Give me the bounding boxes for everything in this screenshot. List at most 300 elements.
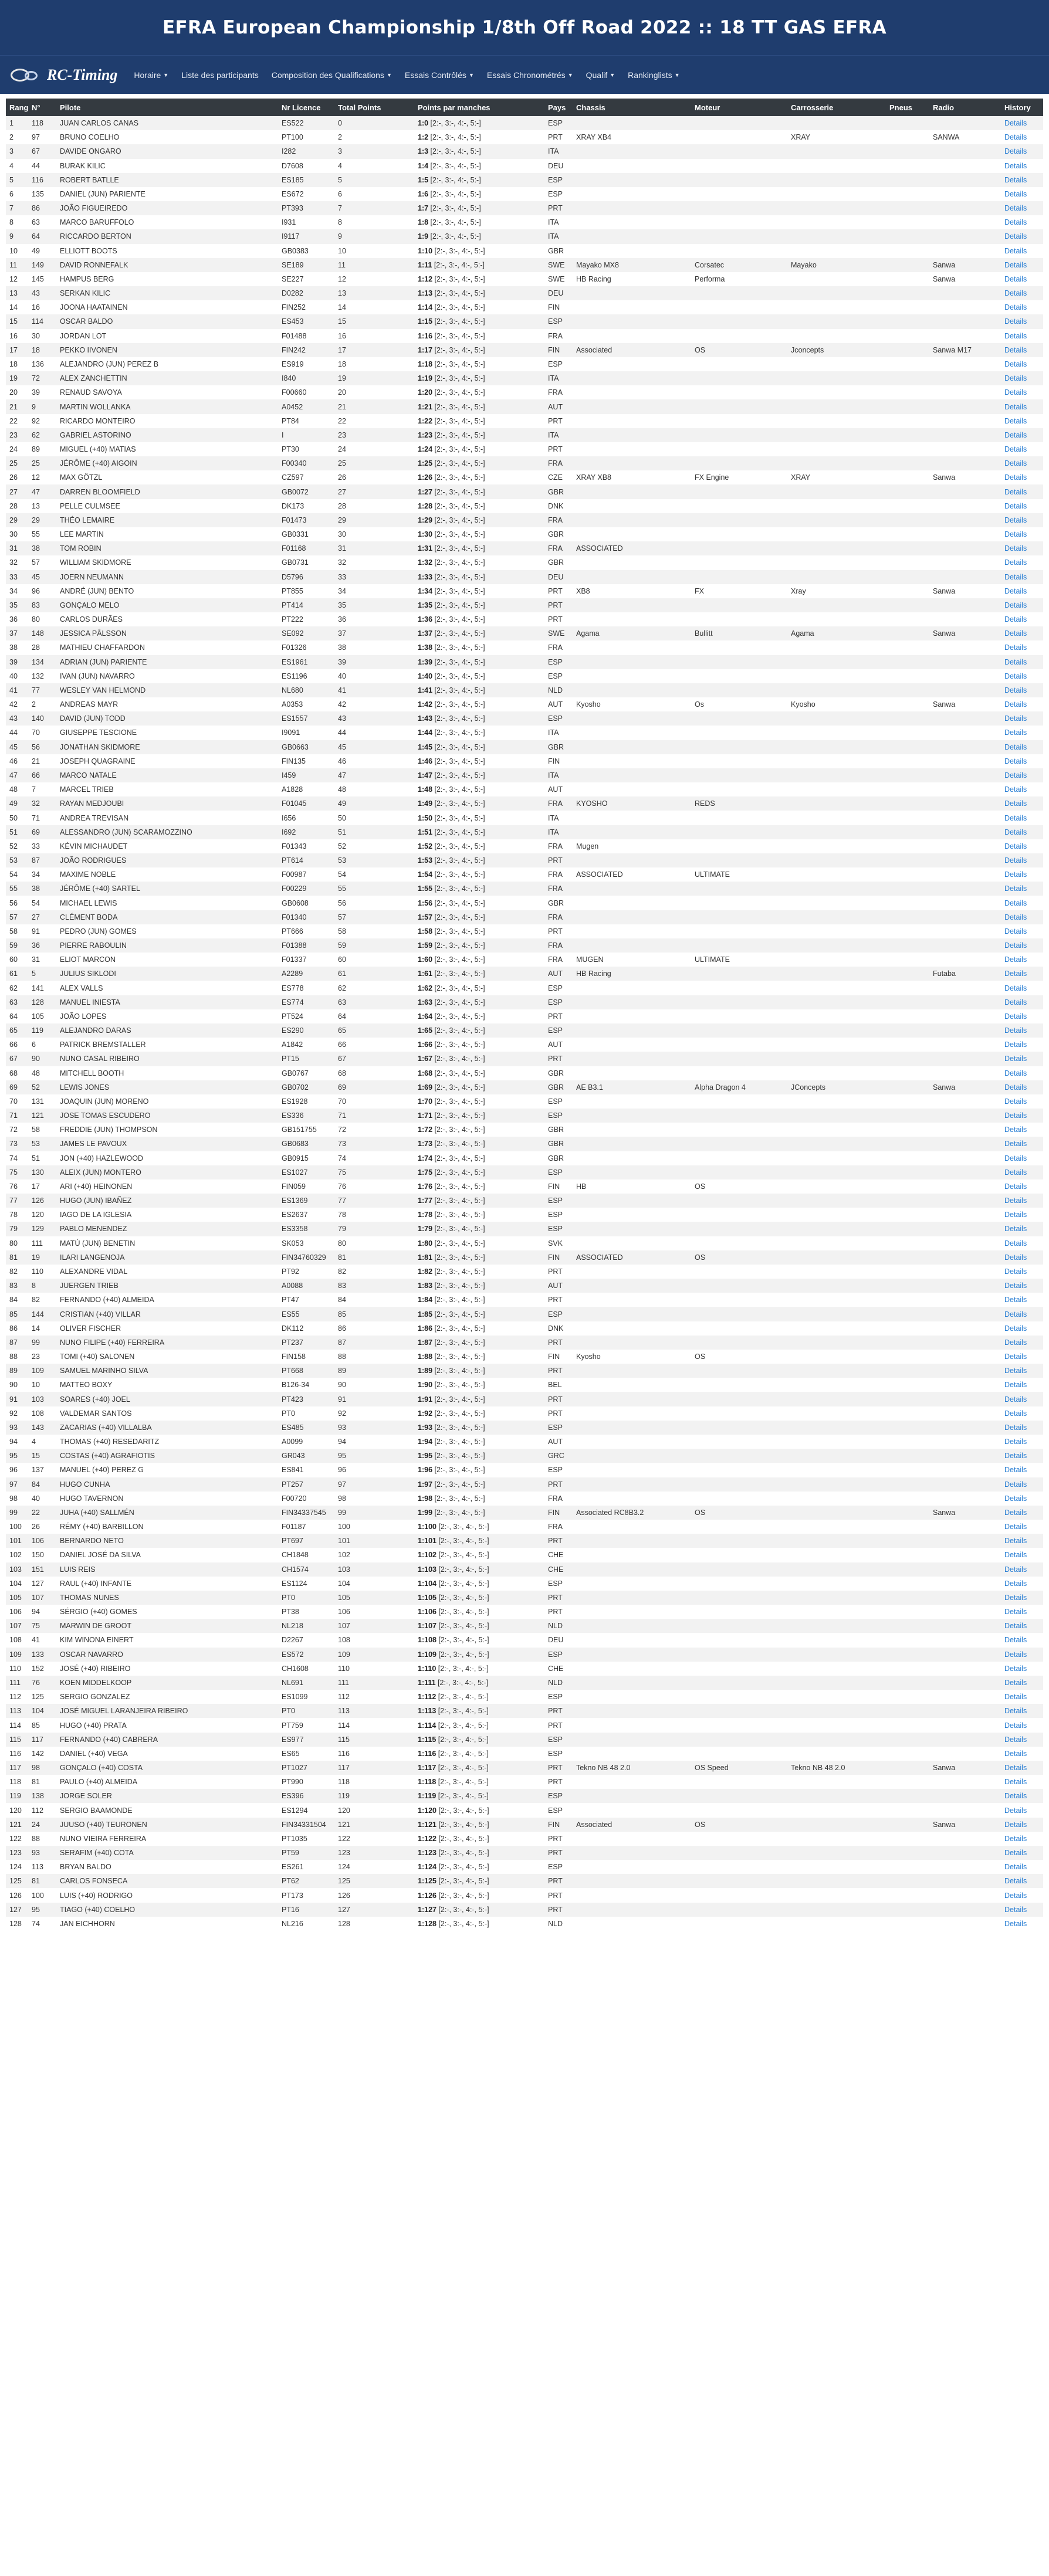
radio-cell <box>929 867 1001 882</box>
driver-cell: PELLE CULMSEE <box>60 501 120 510</box>
licence-cell: ES55 <box>282 1310 300 1318</box>
details-link[interactable]: Details <box>1004 1097 1027 1106</box>
details-link[interactable]: Details <box>1004 1693 1027 1701</box>
table-row <box>6 1023 1043 1038</box>
licence-cell: PT100 <box>282 133 303 142</box>
body-cell <box>787 1846 886 1860</box>
driver-cell: ILARI LANGENOJA <box>60 1253 125 1262</box>
engine-cell <box>691 882 787 896</box>
details-link[interactable]: Details <box>1004 1225 1027 1233</box>
driver-cell: JAMES LE PAVOUX <box>60 1140 127 1148</box>
body-cell <box>787 1151 886 1165</box>
details-link[interactable]: Details <box>1004 913 1027 921</box>
radio-cell <box>929 1548 1001 1562</box>
details-link[interactable]: Details <box>1004 728 1027 737</box>
details-link[interactable]: Details <box>1004 1140 1027 1148</box>
details-link[interactable]: Details <box>1004 1282 1027 1290</box>
details-link[interactable]: Details <box>1004 1834 1027 1843</box>
driver-cell: PEDRO (JUN) GOMES <box>60 927 137 936</box>
bib-cell: 91 <box>32 927 40 936</box>
details-link[interactable]: Details <box>1004 1608 1027 1616</box>
details-link[interactable]: Details <box>1004 828 1027 836</box>
details-link[interactable]: Details <box>1004 1523 1027 1531</box>
rank-cell: 67 <box>9 1055 18 1063</box>
details-link[interactable]: Details <box>1004 1707 1027 1716</box>
rc-timing-logo[interactable] <box>9 66 117 84</box>
rank-cell: 75 <box>9 1168 18 1177</box>
details-link[interactable]: Details <box>1004 842 1027 850</box>
total-points-cell: 119 <box>338 1792 350 1801</box>
driver-cell: RICCARDO BERTON <box>60 232 131 241</box>
manche-1-score: 1:34 <box>418 587 433 595</box>
table-row <box>6 1591 1043 1605</box>
table-row <box>6 1562 1043 1577</box>
details-link[interactable]: Details <box>1004 757 1027 765</box>
country-cell: ITA <box>548 771 559 779</box>
country-cell: AUT <box>548 402 563 411</box>
rank-cell: 76 <box>9 1182 18 1191</box>
chassis-cell <box>573 1619 691 1633</box>
country-cell: PRT <box>548 1707 563 1716</box>
details-link[interactable]: Details <box>1004 1409 1027 1418</box>
details-link[interactable]: Details <box>1004 743 1027 751</box>
country-cell: ITA <box>548 147 559 156</box>
details-link[interactable]: Details <box>1004 260 1027 269</box>
body-cell <box>787 1364 886 1378</box>
licence-cell: PT38 <box>282 1608 299 1616</box>
manche-1-score: 1:84 <box>418 1296 433 1304</box>
rank-cell: 19 <box>9 374 18 383</box>
rank-cell: 74 <box>9 1154 18 1162</box>
engine-cell <box>691 442 787 456</box>
licence-cell: ES1928 <box>282 1097 308 1106</box>
details-link[interactable]: Details <box>1004 232 1027 241</box>
details-link[interactable]: Details <box>1004 1650 1027 1659</box>
details-link[interactable]: Details <box>1004 884 1027 893</box>
nav-item-4[interactable] <box>487 70 573 80</box>
details-link[interactable]: Details <box>1004 1126 1027 1134</box>
details-link[interactable]: Details <box>1004 657 1027 666</box>
details-link[interactable]: Details <box>1004 1579 1027 1588</box>
total-points-cell: 70 <box>338 1097 346 1106</box>
tyres-cell <box>886 329 929 343</box>
engine-cell <box>691 938 787 953</box>
licence-cell: ES396 <box>282 1792 304 1801</box>
tyres-cell <box>886 1690 929 1704</box>
details-link[interactable]: Details <box>1004 629 1027 638</box>
details-link[interactable]: Details <box>1004 1678 1027 1687</box>
body-cell <box>787 1066 886 1080</box>
body-cell: Kyosho <box>791 700 815 709</box>
driver-cell: PEKKO IIVONEN <box>60 345 117 354</box>
details-link[interactable]: Details <box>1004 1154 1027 1162</box>
details-link[interactable]: Details <box>1004 402 1027 411</box>
total-points-cell: 22 <box>338 416 346 425</box>
manche-1-score: 1:120 <box>418 1806 436 1815</box>
details-link[interactable]: Details <box>1004 246 1027 255</box>
total-points-cell: 8 <box>338 218 342 227</box>
details-link[interactable]: Details <box>1004 1764 1027 1772</box>
details-link[interactable]: Details <box>1004 771 1027 779</box>
details-link[interactable]: Details <box>1004 516 1027 524</box>
body-cell <box>787 1562 886 1577</box>
manche-1-score: 1:20 <box>418 388 433 397</box>
details-link[interactable]: Details <box>1004 1480 1027 1489</box>
engine-cell <box>691 1265 787 1279</box>
details-link[interactable]: Details <box>1004 1438 1027 1446</box>
details-link[interactable]: Details <box>1004 1863 1027 1872</box>
details-link[interactable]: Details <box>1004 1239 1027 1248</box>
manches-cell <box>414 1364 544 1378</box>
details-link[interactable]: Details <box>1004 1792 1027 1801</box>
bib-cell: 52 <box>32 1083 40 1092</box>
details-link[interactable]: Details <box>1004 686 1027 694</box>
details-link[interactable]: Details <box>1004 1735 1027 1744</box>
manches-cell <box>414 740 544 754</box>
details-link[interactable]: Details <box>1004 1353 1027 1361</box>
bib-cell: 131 <box>32 1097 44 1106</box>
rank-cell: 10 <box>9 246 18 255</box>
radio-cell <box>929 1336 1001 1350</box>
nav-item-5[interactable] <box>586 70 615 80</box>
engine-cell <box>691 1534 787 1548</box>
details-link[interactable]: Details <box>1004 303 1027 312</box>
table-row <box>6 258 1043 272</box>
details-link[interactable]: Details <box>1004 218 1027 227</box>
rank-cell: 53 <box>9 856 18 865</box>
country-cell: FRA <box>548 516 563 524</box>
engine-cell <box>691 399 787 413</box>
details-link[interactable]: Details <box>1004 360 1027 368</box>
bib-cell: 152 <box>32 1664 44 1673</box>
driver-cell: MATTEO BOXY <box>60 1381 113 1389</box>
body-cell <box>787 953 886 967</box>
tyres-cell <box>886 1832 929 1846</box>
details-link[interactable]: Details <box>1004 1820 1027 1829</box>
details-link[interactable]: Details <box>1004 1877 1027 1886</box>
driver-cell: FREDDIE (JUN) THOMPSON <box>60 1126 158 1134</box>
details-link[interactable]: Details <box>1004 814 1027 822</box>
manches-cell <box>414 938 544 953</box>
details-link[interactable]: Details <box>1004 374 1027 383</box>
total-points-cell: 28 <box>338 501 346 510</box>
details-link[interactable]: Details <box>1004 1423 1027 1432</box>
radio-cell <box>929 1676 1001 1690</box>
details-link[interactable]: Details <box>1004 345 1027 354</box>
total-points-cell: 9 <box>338 232 342 241</box>
total-points-cell: 2 <box>338 133 342 142</box>
licence-cell: A0099 <box>282 1438 303 1446</box>
licence-cell: GB0731 <box>282 558 309 567</box>
details-link[interactable]: Details <box>1004 175 1027 184</box>
details-link[interactable]: Details <box>1004 927 1027 936</box>
details-link[interactable]: Details <box>1004 1182 1027 1191</box>
nav-item-6[interactable] <box>628 70 679 80</box>
body-cell <box>787 669 886 683</box>
manches-cell <box>414 782 544 796</box>
manches-cell <box>414 1406 544 1421</box>
chassis-cell <box>573 1591 691 1605</box>
details-link[interactable]: Details <box>1004 501 1027 510</box>
driver-cell: GONÇALO (+40) COSTA <box>60 1764 143 1772</box>
bib-cell: 97 <box>32 133 40 142</box>
details-link[interactable]: Details <box>1004 147 1027 156</box>
details-link[interactable]: Details <box>1004 572 1027 581</box>
details-link[interactable]: Details <box>1004 615 1027 624</box>
details-link[interactable]: Details <box>1004 445 1027 454</box>
details-link[interactable]: Details <box>1004 1905 1027 1914</box>
licence-cell: PT524 <box>282 1012 303 1021</box>
details-link[interactable]: Details <box>1004 1452 1027 1460</box>
details-link[interactable]: Details <box>1004 1593 1027 1602</box>
radio-cell <box>929 1562 1001 1577</box>
radio-cell <box>929 896 1001 910</box>
driver-cell: DAVIDE ONGARO <box>60 147 121 156</box>
details-link[interactable]: Details <box>1004 1253 1027 1262</box>
details-link[interactable]: Details <box>1004 984 1027 992</box>
details-link[interactable]: Details <box>1004 601 1027 609</box>
manches-cell <box>414 144 544 158</box>
tyres-cell <box>886 1179 929 1194</box>
manches-cell <box>414 811 544 825</box>
details-link[interactable]: Details <box>1004 1211 1027 1219</box>
details-link[interactable]: Details <box>1004 1919 1027 1928</box>
bib-cell: 38 <box>32 884 40 893</box>
driver-cell: JULIUS SIKLODI <box>60 970 116 978</box>
chassis-cell <box>573 1421 691 1435</box>
details-link[interactable]: Details <box>1004 1168 1027 1177</box>
total-points-cell: 17 <box>338 345 346 354</box>
engine-cell <box>691 995 787 1009</box>
details-link[interactable]: Details <box>1004 998 1027 1006</box>
details-link[interactable]: Details <box>1004 544 1027 553</box>
manche-1-score: 1:123 <box>418 1849 436 1858</box>
rank-cell: 126 <box>9 1891 22 1900</box>
details-link[interactable]: Details <box>1004 416 1027 425</box>
details-link[interactable]: Details <box>1004 955 1027 964</box>
details-link[interactable]: Details <box>1004 289 1027 298</box>
country-cell: ESP <box>548 1579 563 1588</box>
details-link[interactable]: Details <box>1004 1012 1027 1021</box>
details-link[interactable]: Details <box>1004 1466 1027 1475</box>
tyres-cell <box>886 541 929 555</box>
body-cell <box>787 1463 886 1477</box>
other-manches: [2:-, 3:-, 4:-, 5:-] <box>432 1338 485 1347</box>
country-cell: FIN <box>548 345 560 354</box>
country-cell: ITA <box>548 232 559 241</box>
chassis-cell: Kyosho <box>576 1353 601 1361</box>
table-row <box>6 697 1043 711</box>
details-link[interactable]: Details <box>1004 161 1027 170</box>
details-link[interactable]: Details <box>1004 189 1027 198</box>
details-link[interactable]: Details <box>1004 274 1027 283</box>
country-cell: FRA <box>548 1523 563 1531</box>
other-manches: [2:-, 3:-, 4:-, 5:-] <box>432 1239 485 1248</box>
details-link[interactable]: Details <box>1004 1537 1027 1545</box>
details-link[interactable]: Details <box>1004 487 1027 496</box>
details-link[interactable]: Details <box>1004 558 1027 567</box>
caret-down-icon: ▼ <box>386 72 392 78</box>
manches-cell <box>414 867 544 882</box>
bib-cell: 112 <box>32 1806 43 1815</box>
body-cell <box>787 1165 886 1179</box>
other-manches: [2:-, 3:-, 4:-, 5:-] <box>432 289 485 298</box>
details-link[interactable]: Details <box>1004 856 1027 865</box>
body-cell <box>787 754 886 768</box>
details-link[interactable]: Details <box>1004 799 1027 808</box>
bib-cell: 145 <box>32 274 44 283</box>
table-row <box>6 555 1043 570</box>
details-link[interactable]: Details <box>1004 587 1027 595</box>
details-link[interactable]: Details <box>1004 473 1027 482</box>
manches-cell <box>414 1208 544 1222</box>
details-link[interactable]: Details <box>1004 1083 1027 1092</box>
tyres-cell <box>886 1364 929 1378</box>
country-cell: ESP <box>548 1749 563 1758</box>
manche-1-score: 1:48 <box>418 785 433 794</box>
engine-cell <box>691 981 787 995</box>
details-link[interactable]: Details <box>1004 870 1027 879</box>
table-row <box>6 981 1043 995</box>
details-link[interactable]: Details <box>1004 1111 1027 1120</box>
details-link[interactable]: Details <box>1004 1395 1027 1404</box>
details-link[interactable]: Details <box>1004 431 1027 439</box>
total-points-cell: 71 <box>338 1111 346 1120</box>
details-link[interactable]: Details <box>1004 1778 1027 1787</box>
total-points-cell: 59 <box>338 941 346 950</box>
details-link[interactable]: Details <box>1004 459 1027 468</box>
engine-cell <box>691 371 787 385</box>
caret-down-icon: ▼ <box>674 72 680 78</box>
details-link[interactable]: Details <box>1004 700 1027 709</box>
radio-cell: Futaba <box>933 970 956 978</box>
details-link[interactable]: Details <box>1004 530 1027 539</box>
chassis-cell <box>573 754 691 768</box>
total-points-cell: 18 <box>338 360 346 368</box>
radio-cell <box>929 1775 1001 1789</box>
details-link[interactable]: Details <box>1004 1664 1027 1673</box>
details-link[interactable]: Details <box>1004 1494 1027 1503</box>
manches-cell <box>414 527 544 541</box>
details-link[interactable]: Details <box>1004 1636 1027 1645</box>
details-link[interactable]: Details <box>1004 970 1027 978</box>
details-link[interactable]: Details <box>1004 714 1027 723</box>
licence-cell: I840 <box>282 374 296 383</box>
radio-cell <box>929 796 1001 811</box>
body-cell: XRAY <box>791 133 811 142</box>
details-link[interactable]: Details <box>1004 1026 1027 1035</box>
details-link[interactable]: Details <box>1004 1069 1027 1077</box>
details-link[interactable]: Details <box>1004 643 1027 652</box>
rank-cell: 56 <box>9 899 18 907</box>
licence-cell: ES1557 <box>282 714 308 723</box>
engine-cell <box>691 1903 787 1917</box>
details-link[interactable]: Details <box>1004 899 1027 907</box>
licence-cell: FIN059 <box>282 1182 306 1191</box>
details-link[interactable]: Details <box>1004 317 1027 326</box>
details-link[interactable]: Details <box>1004 1849 1027 1858</box>
details-link[interactable]: Details <box>1004 1367 1027 1375</box>
nav-item-0[interactable] <box>134 70 168 80</box>
manche-1-score: 1:69 <box>418 1083 433 1092</box>
details-link[interactable]: Details <box>1004 204 1027 213</box>
details-link[interactable]: Details <box>1004 1324 1027 1333</box>
chassis-cell <box>573 1492 691 1506</box>
details-link[interactable]: Details <box>1004 785 1027 794</box>
country-cell: PRT <box>548 601 563 609</box>
manches-cell <box>414 640 544 655</box>
details-link[interactable]: Details <box>1004 1551 1027 1560</box>
bib-cell: 125 <box>32 1693 44 1701</box>
column-header: Pilote <box>60 103 81 112</box>
details-link[interactable]: Details <box>1004 1296 1027 1304</box>
details-link[interactable]: Details <box>1004 1891 1027 1900</box>
country-cell: PRT <box>548 1721 563 1730</box>
radio-cell <box>929 1789 1001 1803</box>
details-link[interactable]: Details <box>1004 1338 1027 1347</box>
details-link[interactable]: Details <box>1004 1806 1027 1815</box>
details-link[interactable]: Details <box>1004 1565 1027 1574</box>
total-points-cell: 68 <box>338 1069 346 1077</box>
details-link[interactable]: Details <box>1004 1267 1027 1276</box>
details-link[interactable]: Details <box>1004 672 1027 680</box>
licence-cell: FIN252 <box>282 303 306 312</box>
table-row <box>6 1321 1043 1336</box>
nav-item-2[interactable] <box>272 70 392 80</box>
manche-1-score: 1:16 <box>418 331 433 340</box>
details-link[interactable]: Details <box>1004 331 1027 340</box>
details-link[interactable]: Details <box>1004 1381 1027 1389</box>
manches-cell <box>414 1662 544 1676</box>
details-link[interactable]: Details <box>1004 119 1027 128</box>
body-cell <box>787 1860 886 1874</box>
details-link[interactable]: Details <box>1004 1721 1027 1730</box>
details-link[interactable]: Details <box>1004 133 1027 142</box>
chassis-cell <box>573 1903 691 1917</box>
details-link[interactable]: Details <box>1004 1197 1027 1205</box>
details-link[interactable]: Details <box>1004 1622 1027 1631</box>
details-link[interactable]: Details <box>1004 1055 1027 1063</box>
details-link[interactable]: Details <box>1004 1040 1027 1049</box>
nav-item-3[interactable] <box>405 70 474 80</box>
details-link[interactable]: Details <box>1004 941 1027 950</box>
rank-cell: 59 <box>9 941 18 950</box>
manches-cell <box>414 1293 544 1307</box>
other-manches: [2:-, 3:-, 4:-, 5:-] <box>432 856 485 865</box>
bib-cell: 25 <box>32 459 40 468</box>
details-link[interactable]: Details <box>1004 1749 1027 1758</box>
manche-1-score: 1:25 <box>418 459 433 468</box>
table-row <box>6 570 1043 584</box>
country-cell: PRT <box>548 1296 563 1304</box>
licence-cell: GB0331 <box>282 530 309 539</box>
details-link[interactable]: Details <box>1004 1310 1027 1318</box>
bib-cell: 39 <box>32 388 40 397</box>
total-points-cell: 127 <box>338 1905 350 1914</box>
radio-cell <box>929 1917 1001 1931</box>
nav-item-1[interactable] <box>181 70 259 80</box>
table-row <box>6 1690 1043 1704</box>
details-link[interactable]: Details <box>1004 388 1027 397</box>
manche-1-score: 1:47 <box>418 771 433 779</box>
total-points-cell: 63 <box>338 998 346 1006</box>
country-cell: PRT <box>548 1338 563 1347</box>
details-link[interactable]: Details <box>1004 1508 1027 1517</box>
body-cell <box>787 1421 886 1435</box>
chassis-cell <box>573 1094 691 1109</box>
table-row <box>6 1236 1043 1250</box>
driver-cell: FERNANDO (+40) CABRERA <box>60 1735 158 1744</box>
